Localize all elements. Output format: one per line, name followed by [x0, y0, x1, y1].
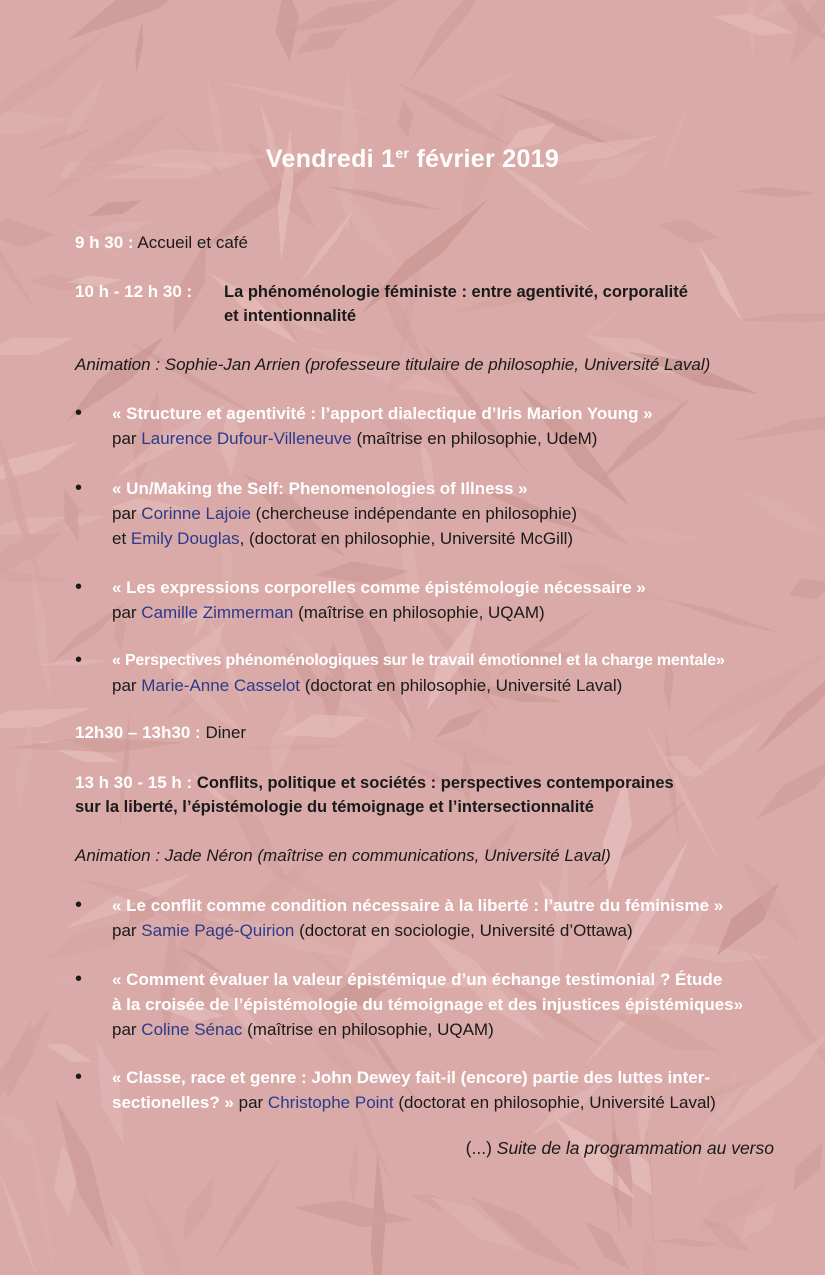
talk-5: « Le conflit comme condition nécessaire à la liberté : l’autre du féminisme » par Samie Pagé-Quirion (doctorat en sociologie, Université d’Ottawa) — [112, 893, 723, 943]
talk-title-line-2: à la croisée de l’épistémologie du témoignage et des injustices épistémiques» — [112, 995, 744, 1014]
talk-title: « Perspectives phénoménologiques sur le travail émotionnel et la charge mentale» — [112, 652, 725, 669]
speaker-name: Corinne Lajoie — [141, 504, 251, 523]
schedule-text: Accueil et café — [137, 233, 248, 252]
session-2-header — [75, 771, 674, 795]
session-1-title-line-2: et intentionnalité — [224, 307, 356, 325]
talk-3: « Les expressions corporelles comme épistémologie nécessaire » par Camille Zimmerman (maîtrise en philosophie, UQAM) — [112, 575, 646, 625]
session-2-animation: Animation : Jade Néron (maîtrise en communications, Université Laval) — [75, 846, 611, 865]
continued-note: (...) Suite de la programmation au verso — [465, 1138, 774, 1158]
bullet: • — [75, 477, 83, 499]
time-label: 10 h - 12 h 30 : — [75, 282, 193, 301]
talk-title-line-2: sectionelles? » — [112, 1093, 234, 1112]
session-1-header — [75, 280, 192, 304]
talk-title: « Les expressions corporelles comme épistémologie nécessaire » — [112, 578, 646, 597]
speaker-name: Marie-Anne Casselot — [141, 676, 301, 695]
talk-1: « Structure et agentivité : l’apport dialectique d’Iris Marion Young » par Laurence Dufour-Villeneuve (maîtrise en philosophie, UdeM) — [112, 401, 653, 451]
bullet: • — [75, 576, 83, 598]
bullet: • — [75, 1066, 83, 1088]
bullet: • — [75, 649, 83, 671]
time-label: 13 h 30 - 15 h : — [75, 773, 193, 792]
speaker-name: Samie Pagé-Quirion — [141, 921, 295, 940]
session-1-animation: Animation : Sophie-Jan Arrien (professeure titulaire de philosophie, Université Laval) — [75, 355, 711, 374]
schedule-diner — [75, 721, 246, 745]
time-label: 9 h 30 : — [75, 233, 134, 252]
bullet: • — [75, 894, 83, 916]
session-2-title-line-1: Conflits, politique et sociétés : perspectives contemporaines — [196, 774, 674, 792]
schedule-accueil — [75, 231, 248, 255]
session-2-title-line-2: sur la liberté, l’épistémologie du témoignage et l’intersectionnalité — [75, 798, 594, 816]
talk-title: « Structure et agentivité : l’apport dialectique d’Iris Marion Young » — [112, 404, 653, 423]
speaker-name: Coline Sénac — [141, 1020, 243, 1039]
page-title: Vendredi 1er février 2019 — [265, 145, 560, 173]
talk-title: « Le conflit comme condition nécessaire à la liberté : l’autre du féminisme » — [112, 896, 724, 915]
talk-4: « Perspectives phénoménologiques sur le travail émotionnel et la charge mentale» par Marie-Anne Casselot (doctorat en philosophie, Université Laval) — [112, 648, 725, 698]
speaker-name: Christophe Point — [267, 1093, 394, 1112]
talk-title: « Un/Making the Self: Phenomenologies of Illness » — [112, 479, 528, 498]
talk-7: « Classe, race et genre : John Dewey fait-il (encore) partie des luttes inter- sectionelles? » par Christophe Point (doctorat en philosophie, Université Laval) — [112, 1065, 716, 1115]
bullet: • — [75, 968, 83, 990]
bullet: • — [75, 402, 83, 424]
speaker-name: Laurence Dufour-Villeneuve — [141, 429, 352, 448]
speaker-name: Camille Zimmerman — [141, 603, 294, 622]
talk-title-line-1: « Classe, race et genre : John Dewey fait-il (encore) partie des luttes inter- — [112, 1068, 711, 1087]
talk-6: « Comment évaluer la valeur épistémique d’un échange testimonial ? Étude à la croisée de l’épistémologie du témoignage et des injustices épistémiques» par Coline Sénac (maîtrise en philosophie, UQAM) — [112, 967, 743, 1042]
talk-title-line-1: « Comment évaluer la valeur épistémique d’un échange testimonial ? Étude — [112, 970, 723, 989]
schedule-text: Diner — [205, 723, 247, 742]
talk-2: « Un/Making the Self: Phenomenologies of Illness » par Corinne Lajoie (chercheuse indépendante en philosophie) et Emily Douglas, (doctorat en philosophie, Université McGill) — [112, 476, 577, 551]
time-label: 12h30 – 13h30 : — [75, 723, 201, 742]
session-1-title-line-1: La phénoménologie féministe : entre agentivité, corporalité — [224, 283, 688, 301]
speaker-name: Emily Douglas — [130, 529, 240, 548]
